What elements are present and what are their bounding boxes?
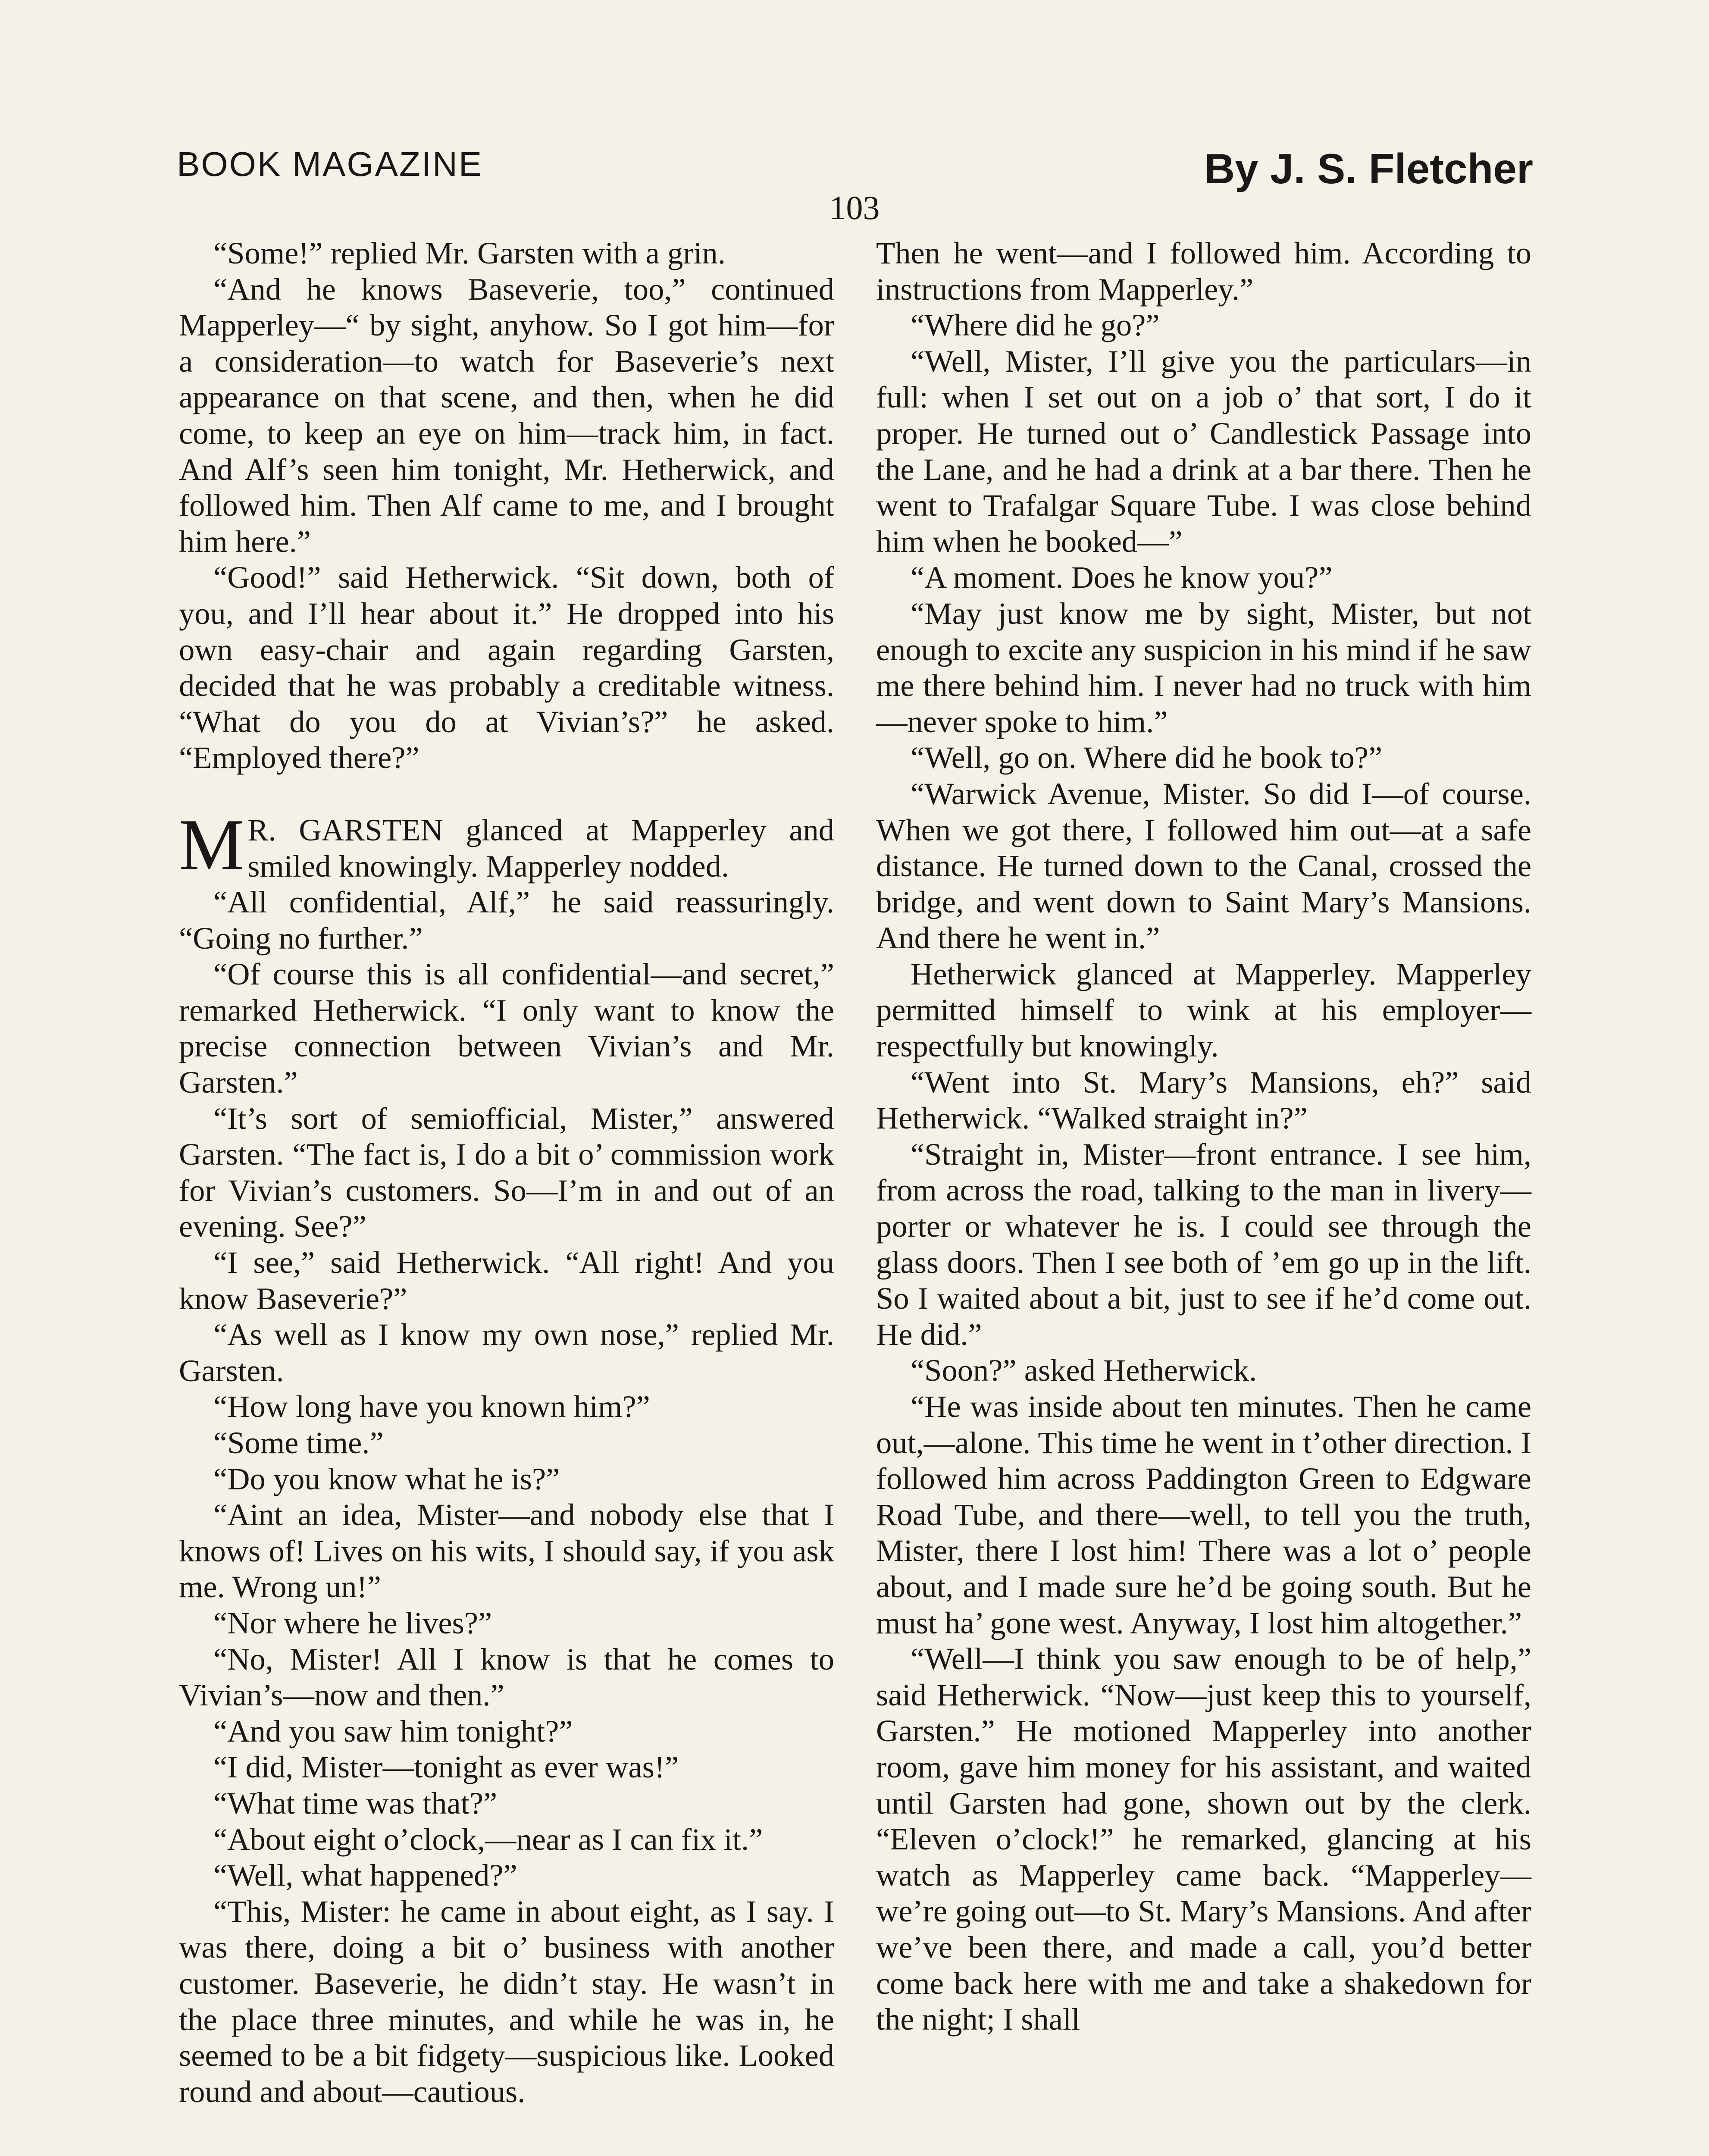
paragraph: “I did, Mister—tonight as ever was!”	[213, 1749, 679, 1785]
paragraph: “Good!” said Hetherwick. “Sit down, both of you, and I’ll hear about it.” He dropped into his own easy-chair and again regarding Garsten, decided that he was probably a creditable witness. “What do you do at Vivian’s?” he asked. “Employed there?”	[179, 560, 834, 775]
paragraph: “Soon?” asked Hetherwick.	[911, 1353, 1257, 1388]
drop-cap-text: glanced at Mapperley and smiled knowingly. Mapperley nodded.	[247, 812, 834, 884]
right-column	[876, 235, 1531, 2037]
left-column	[179, 235, 834, 2109]
author-byline: By J. S. Fletcher	[1204, 145, 1533, 192]
paragraph: Hetherwick glanced at Mapperley. Mapperley permitted himself to wink at his employer—respectfully but knowingly.	[876, 956, 1531, 1064]
drop-cap-paragraph	[179, 804, 834, 885]
section-break	[179, 776, 834, 812]
paragraph: “And you saw him tonight?”	[213, 1713, 573, 1749]
paragraph: “He was inside about ten minutes. Then he came out,—alone. This time he went in t’other direction. I followed him across Paddington Green to Edgware Road Tube, and there—well, to tell you the truth, Mister, there I lost him! There was a lot o’ people about, and I made sure he’d be going south. But he must ha’ gone west. Anyway, I lost him altogether.”	[876, 1389, 1531, 1640]
paragraph: “Warwick Avenue, Mister. So did I—of course. When we got there, I followed him out—at a safe distance. He turned down to the Canal, crossed the bridge, and went down to Saint Mary’s Mansions. And there he went in.”	[876, 776, 1531, 956]
paragraph: “Where did he go?”	[911, 307, 1160, 343]
paragraph: “Some time.”	[213, 1425, 384, 1460]
paragraph: “Well, go on. Where did he book to?”	[911, 740, 1383, 775]
page-number: 103	[829, 189, 880, 226]
paragraph: “About eight o’clock,—near as I can fix it.”	[213, 1821, 763, 1857]
paragraph: “Well, what happened?”	[213, 1858, 517, 1893]
paragraph: “Well, Mister, I’ll give you the particulars—in full: when I set out on a job o’ that sort, I do it proper. He turned out o’ Candlestick Passage into the Lane, and he had a drink at a bar there. Then he went to Trafalgar Square Tube. I was close behind him when he booked—”	[876, 343, 1531, 559]
paragraph-continued: Then he went—and I followed him. According to instructions from Mapperley.”	[876, 235, 1531, 307]
paragraph: “How long have you known him?”	[213, 1389, 650, 1424]
paragraph: “Of course this is all confidential—and secret,” remarked Hetherwick. “I only want to know the precise connection between Vivian’s and Mr. Garsten.”	[179, 956, 834, 1100]
paragraph: “As well as I know my own nose,” replied Mr. Garsten.	[179, 1317, 834, 1388]
magazine-title: BOOK MAGAZINE	[177, 145, 483, 183]
paragraph: “This, Mister: he came in about eight, as I say. I was there, doing a bit o’ business with another customer. Baseverie, he didn’t stay. He wasn’t in the place three minutes, and while he was in, he seemed to be a bit fidgety—suspicious like. Looked round and about—cautious.	[179, 1893, 834, 2109]
paragraph: “Aint an idea, Mister—and nobody else that I knows of! Lives on his wits, I should say, if you ask me. Wrong un!”	[179, 1497, 834, 1604]
paragraph: “And he knows Baseverie, too,” continued Mapperley—“ by sight, anyhow. So I got him—for a consideration—to watch for Baseverie’s next appearance on that scene, and then, when he did come, to keep an eye on him—track him, in fact. And Alf’s seen him tonight, Mr. Hetherwick, and followed him. Then Alf came to me, and I brought him here.”	[179, 271, 834, 559]
paragraph: “It’s sort of semiofficial, Mister,” answered Garsten. “The fact is, I do a bit o’ commission work for Vivian’s customers. So—I’m in and out of an evening. See?”	[179, 1100, 834, 1244]
drop-cap-rest: R. GARSTEN	[247, 812, 443, 847]
paragraph: “What time was that?”	[213, 1785, 498, 1821]
drop-cap-letter: M	[179, 804, 244, 885]
paragraph: “Well—I think you saw enough to be of help,” said Hetherwick. “Now—just keep this to yourself, Garsten.” He motioned Mapperley into another room, gave him money for his assistant, and waited until Garsten had gone, shown out by the clerk. “Eleven o’clock!” he remarked, glancing at his watch as Mapperley came back. “Mapperley—we’re going out—to St. Mary’s Mansions. And after we’ve been there, and made a call, you’d better come back here with me and take a shakedown for the night; I shall	[876, 1641, 1531, 2037]
paragraph: “Do you know what he is?”	[213, 1461, 560, 1496]
paragraph: “A moment. Does he know you?”	[911, 560, 1333, 595]
paragraph: “Went into St. Mary’s Mansions, eh?” said Hetherwick. “Walked straight in?”	[876, 1064, 1531, 1136]
paragraph: “No, Mister! All I know is that he comes to Vivian’s—now and then.”	[179, 1641, 834, 1713]
paragraph: “May just know me by sight, Mister, but not enough to excite any suspicion in his mind if he saw me there behind him. I never had no truck with him—never spoke to him.”	[876, 595, 1531, 739]
paragraph: “I see,” said Hetherwick. “All right! And you know Baseverie?”	[179, 1245, 834, 1316]
paragraph: “Nor where he lives?”	[213, 1605, 492, 1640]
paragraph: “All confidential, Alf,” he said reassuringly. “Going no further.”	[179, 884, 834, 956]
paragraph: “Some!” replied Mr. Garsten with a grin.	[213, 235, 726, 270]
paragraph: “Straight in, Mister—front entrance. I see him, from across the road, talking to the man in livery—porter or whatever he is. I could see through the glass doors. Then I see both of ’em go up in the lift. So I waited about a bit, just to see if he’d come out. He did.”	[876, 1136, 1531, 1352]
